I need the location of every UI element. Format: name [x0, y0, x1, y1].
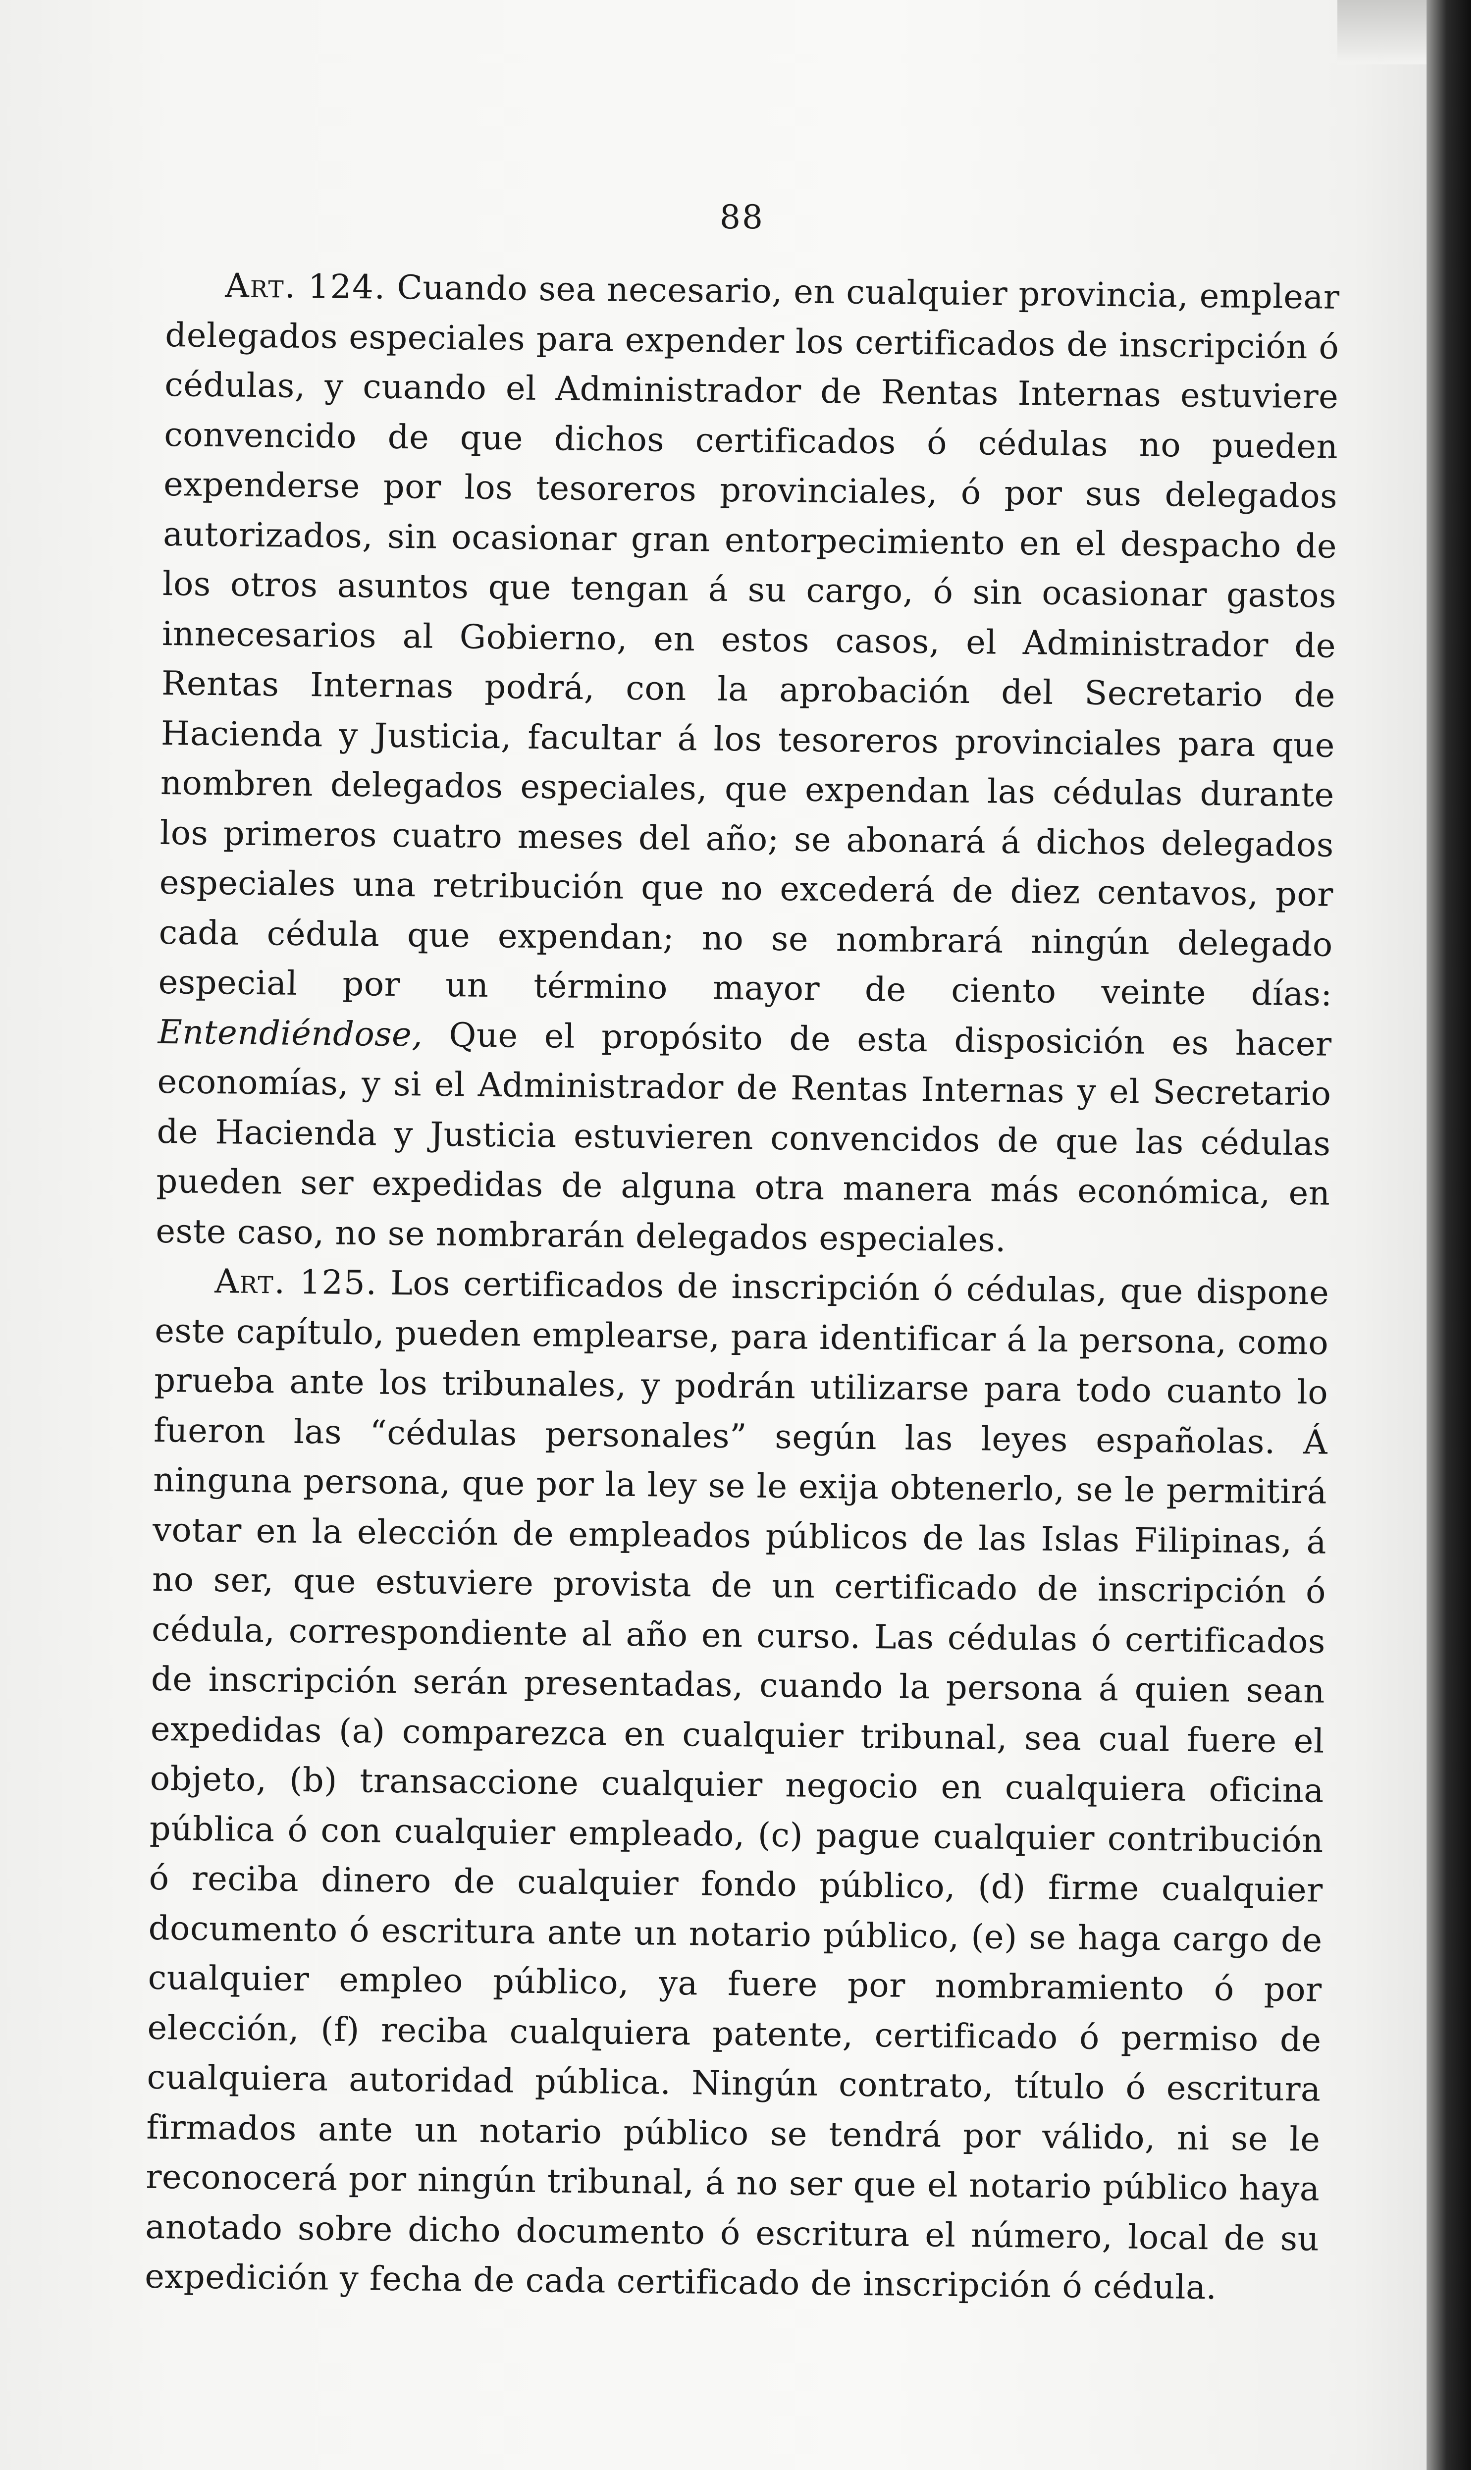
body-text: [145, 260, 1340, 2313]
book-binding-edge: [1427, 0, 1471, 2470]
article-125-label: Art. 125.: [214, 1262, 378, 1302]
article-125-text: Los certificados de inscripción ó cédulas, que dispone este capítulo, pueden emplearse, para identificar á la persona, como prueba ante los tribunales, y podrán utilizarse para todo cuanto lo fueron las “cédulas personales” según las leyes españolas. Á ninguna persona, que por la ley se le exija obtenerlo, se le permitirá votar en la elección de empleados públicos de las Islas Filipinas, á no ser, que estuviere provista de un certificado de inscripción ó cédula, correspondiente al año en curso. Las cédulas ó certificados de inscripción serán presentadas, cuando la persona á quien sean expedidas (a) comparezca en cualquier tribunal, sea cual fuere el objeto, (b) transaccione cualquier negocio en cualquiera oficina pública ó con cualquier empleado, (c) pague cualquier contribución ó reciba dinero de cualquier fondo público, (d) firme cualquier documento ó escritura ante un notario público, (e) se haga cargo de cualquier empleo público, ya fuere por nombramiento ó por elección, (f) reciba cualquiera patente, certificado ó permiso de cualquiera autoridad pública. Ningún contrato, título ó escritura firmados ante un notario público se tendrá por válido, ni se le reconocerá por ningún tribunal, á no ser que el notario público haya anotado sobre dicho documento ó escritura el número, local de su expedición y fecha de cada certificado de inscripción ó cédula.: [144, 1263, 1329, 2307]
article-124-text-part-1: Cuando sea necesario, en cualquier provincia, emplear delegados especiales para expender los certificados de inscripción ó cédulas, y cuando el Administrador de Rentas Internas estuviere convencido de que dichos certificados ó cédulas no pueden expenderse por los tesoreros provinciales, ó por sus delegados autorizados, sin ocasionar gran entorpecimiento en el despacho de los otros asuntos que tengan á su cargo, ó sin ocasionar gastos innecesarios al Gobierno, en estos casos, el Administrador de Rentas Internas podrá, con la aprobación del Secretario de Hacienda y Justicia, facultar á los tesoreros provinciales para que nombren delegados especiales, que expendan las cédulas durante los primeros cuatro meses del año; se abonará á dichos delegados especiales una retribución que no excederá de diez centavos, por cada cédula que expendan; no se nombrará ningún delegado especial por un término mayor de ciento veinte días:: [158, 268, 1340, 1014]
article-124-label: Art. 124.: [225, 266, 386, 307]
page-number: 88: [720, 198, 764, 236]
article-124: [156, 260, 1340, 1268]
article-124-text-part-2: Que el propósito de esta disposición es hacer economías, y si el Administrador de Rentas Internas y el Secretario de Hacienda y Justicia estuvieren convencidos de que las cédulas pueden ser expedidas de alguna otra manera más económica, en este caso, no se nombrarán delegados especiales.: [156, 1015, 1332, 1259]
article-125: [145, 1256, 1329, 2313]
article-124-proviso: Entendiéndose,: [158, 1012, 423, 1054]
